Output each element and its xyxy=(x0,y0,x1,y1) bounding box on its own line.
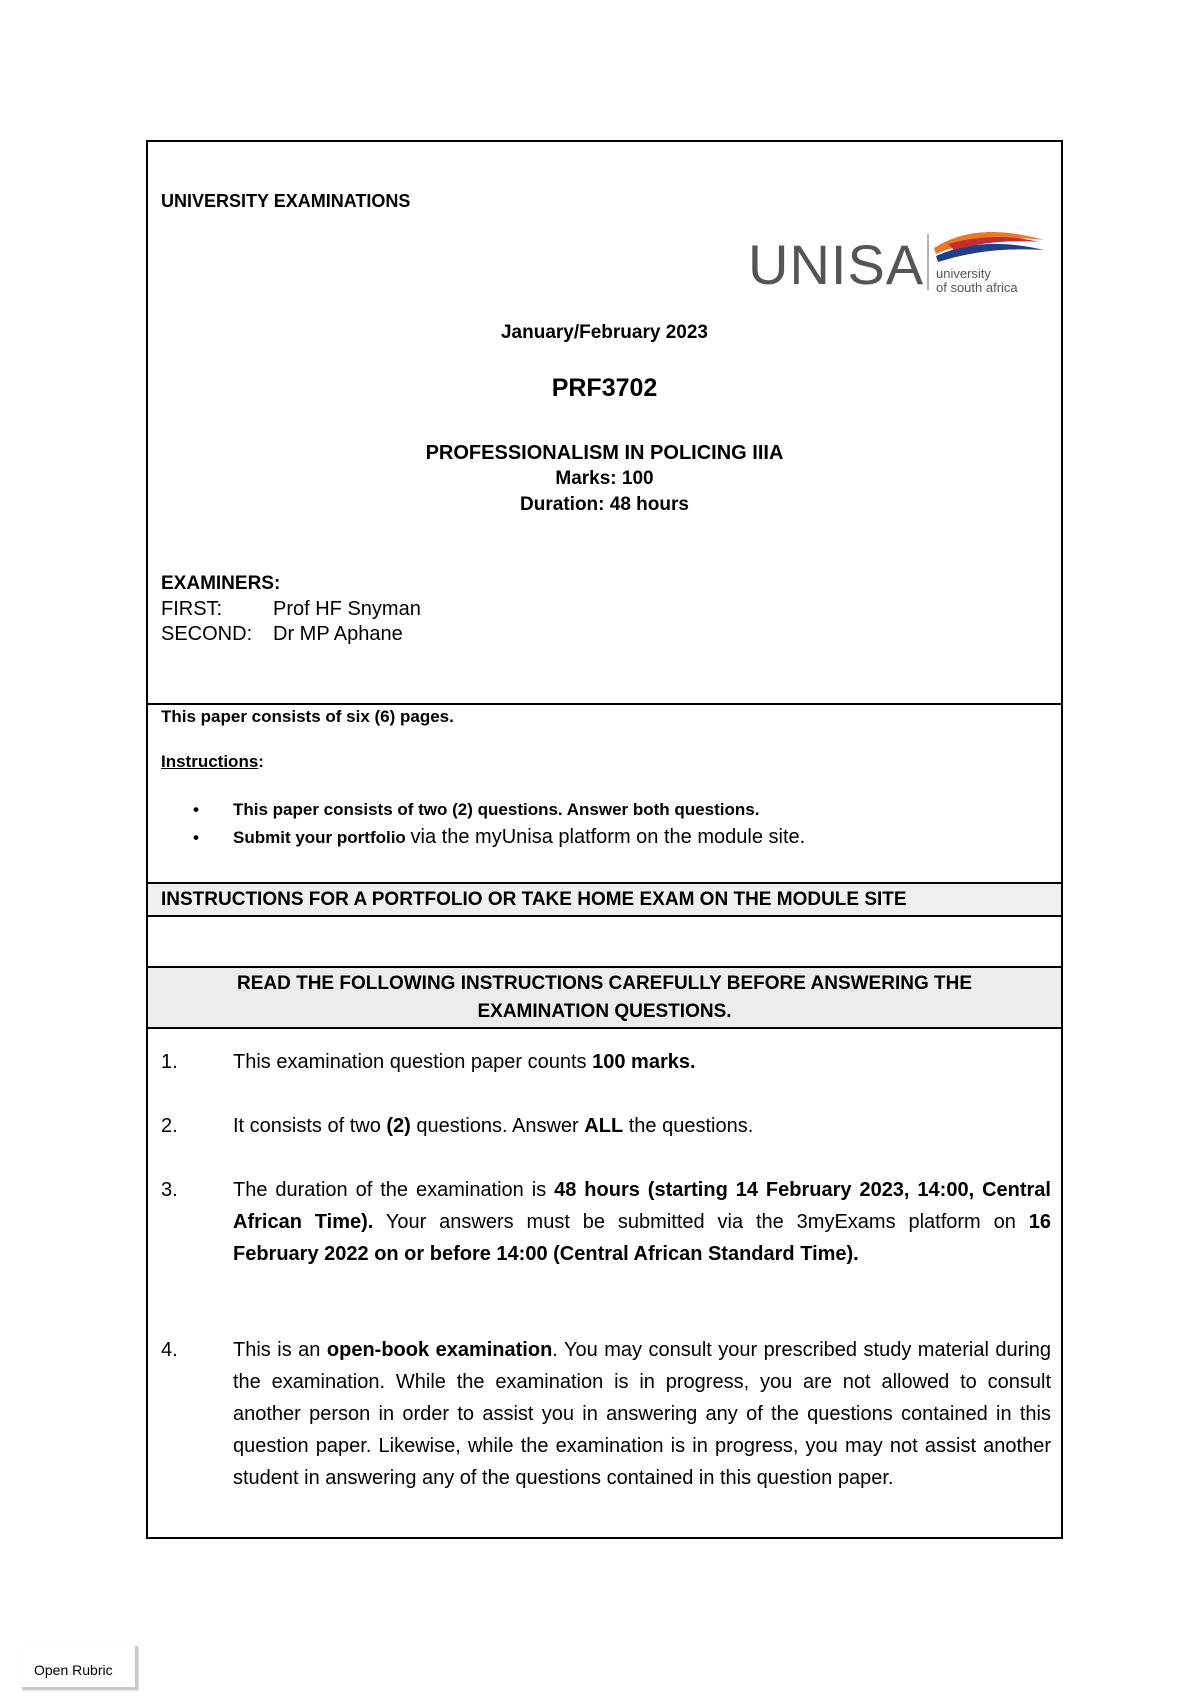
exam-period: January/February 2023 xyxy=(500,322,708,343)
module-title: PROFESSIONALISM IN POLICING IIIA xyxy=(425,442,784,464)
instruction-item-3: 3. The duration of the examination is 48 hours (starting 14 February 2023, 14:00, Central African Time). Your answers must be submitted via the 3myExams platform on 16 February 2022 on or before 14:00 (Central African Standard Time). xyxy=(161,1179,1051,1265)
total-marks: Marks: 100 xyxy=(555,468,654,489)
instruction-bullet: • This paper consists of two (2) questions. Answer both questions. xyxy=(193,800,760,819)
examiners-heading: EXAMINERS: xyxy=(161,573,281,594)
university-examinations-label: UNIVERSITY EXAMINATIONS xyxy=(161,191,411,211)
instruction-item-2: 2. It consists of two (2) questions. Answer ALL the questions. xyxy=(161,1115,754,1137)
cover-header-section xyxy=(148,142,1061,702)
exam-duration: Duration: 48 hours xyxy=(520,494,689,515)
bullet-icon: • xyxy=(193,800,199,819)
logo-wordmark: UNISA xyxy=(748,233,925,296)
divider xyxy=(148,1027,1061,1029)
exam-cover-frame xyxy=(146,140,1063,1539)
page-count-note: This paper consists of six (6) pages. xyxy=(161,707,454,726)
instruction-item-4: 4. This is an open-book examination. You may consult your prescribed study material during the examination. While the examination is in progress, you are not allowed to consult another person in order to assist you in answering any of the questions contained in this question paper. Likewise, while the examination is in progress, you may not assist another student in answering any of the questions contained in this question paper. xyxy=(161,1339,1051,1489)
logo-sub-university: university xyxy=(936,266,991,281)
blank-row xyxy=(148,917,1061,967)
open-rubric-button[interactable]: Open Rubric xyxy=(22,1646,138,1690)
module-code: PRF3702 xyxy=(551,374,658,402)
first-examiner-name: Prof HF Snyman xyxy=(273,598,421,620)
instructions-label: Instructions xyxy=(161,752,259,771)
portfolio-instructions-heading: INSTRUCTIONS FOR A PORTFOLIO OR TAKE HOME EXAM ON THE MODULE SITE xyxy=(148,884,1061,916)
instruction-bullet: • Submit your portfolio via the myUnisa platform on the module site. xyxy=(193,826,806,848)
unisa-logo xyxy=(748,224,1048,296)
first-examiner-label: FIRST: xyxy=(161,598,223,620)
read-instructions-banner: READ THE FOLLOWING INSTRUCTIONS CAREFULLY BEFORE ANSWERING THE EXAMINATION QUESTIONS. xyxy=(148,968,1061,1027)
instruction-item-1: 1. This examination question paper counts 100 marks. xyxy=(161,1051,696,1073)
instructions-heading: Instructions: xyxy=(161,752,264,771)
second-examiner-label: SECOND: xyxy=(161,623,253,645)
first-examiner xyxy=(161,598,421,621)
divider xyxy=(148,703,1061,705)
second-examiner-name: Dr MP Aphane xyxy=(273,623,403,645)
second-examiner xyxy=(161,623,403,646)
bullet-icon: • xyxy=(193,828,199,847)
logo-sub-south-africa: of south africa xyxy=(936,280,1018,295)
